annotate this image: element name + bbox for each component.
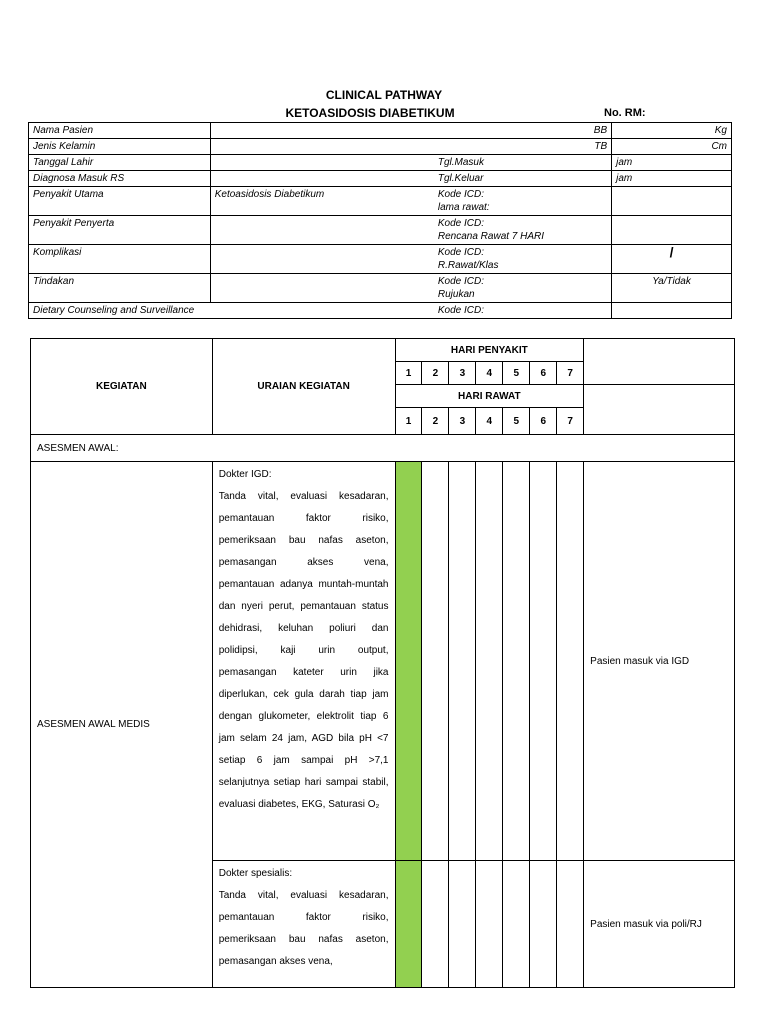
tanggal-lahir-value[interactable] — [210, 155, 434, 171]
pathway-table — [30, 338, 735, 988]
rencana-rawat-value[interactable] — [612, 216, 732, 245]
hari-penyakit-day: 4 — [476, 362, 503, 385]
uraian-text: Tanda vital, evaluasi kesadaran, pemantauan faktor risiko, pemeriksaan bau nafas aseton, pemasangan akses vena, — [218, 890, 389, 967]
day-cell[interactable] — [449, 861, 476, 988]
komplikasi-label: Komplikasi — [29, 245, 211, 274]
kg-unit[interactable]: Kg — [612, 123, 732, 139]
hari-penyakit-day: 6 — [530, 362, 557, 385]
tb-label[interactable]: TB — [210, 139, 611, 155]
diagnosa-masuk-label: Diagnosa Masuk RS — [29, 171, 211, 187]
day-cell-checked[interactable] — [395, 861, 422, 988]
keterangan-header-top — [584, 339, 735, 385]
uraian-text: Tanda vital, evaluasi kesadaran, pemantauan faktor risiko, pemeriksaan bau nafas aseton, pemasangan akses vena, pemantauan adanya muntah-muntah dan nyeri perut, pemantauan status dehidrasi, keluhan poliuri dan polidipsi, kaji urin output, pemasangan kateter urin jika diperlukan, cek gula darah tiap jam dengan glukometer, elektrolit tiap 6 jam selam 24 jam, AGD bila pH <7 setiap 6 jam sampai pH >7,1 selanjutnya setiap hari sampai stabil, evaluasi diabetes, EKG, Saturasi O₂ — [218, 491, 389, 810]
no-rm-label: No. RM: — [604, 107, 646, 119]
dietary-label: Dietary Counseling and Surveillance — [29, 303, 434, 319]
cm-unit[interactable]: Cm — [612, 139, 732, 155]
day-cell[interactable] — [449, 462, 476, 861]
hari-penyakit-day: 7 — [557, 362, 584, 385]
ya-tidak-option[interactable]: Ya/Tidak — [612, 274, 732, 303]
kode-icd-label: Kode ICD: — [437, 247, 485, 258]
day-cell[interactable] — [557, 462, 584, 861]
day-cell[interactable] — [476, 861, 503, 988]
day-cell[interactable] — [503, 861, 530, 988]
hari-rawat-day: 3 — [449, 408, 476, 435]
hari-penyakit-day: 5 — [503, 362, 530, 385]
penyakit-penyerta-value[interactable] — [210, 216, 434, 245]
day-cell[interactable] — [422, 462, 449, 861]
tindakan-value[interactable] — [210, 274, 434, 303]
rawat-klas-label: R.Rawat/Klas — [437, 260, 499, 271]
day-cell[interactable] — [530, 462, 557, 861]
hari-rawat-day: 5 — [503, 408, 530, 435]
hari-penyakit-day: 2 — [422, 362, 449, 385]
lama-rawat-label: lama rawat: — [437, 202, 490, 213]
kode-icd-rawat-klas — [434, 245, 612, 274]
hari-rawat-day: 2 — [422, 408, 449, 435]
tgl-masuk-jam[interactable]: jam — [612, 155, 732, 171]
uraian-title: Dokter IGD: — [218, 469, 272, 480]
patient-info-table — [28, 122, 732, 319]
rujukan-label: Rujukan — [437, 289, 475, 300]
hari-penyakit-header: HARI PENYAKIT — [395, 339, 584, 362]
kode-icd-label: Kode ICD: — [437, 218, 485, 229]
hari-penyakit-day: 1 — [395, 362, 422, 385]
day-cell[interactable] — [503, 462, 530, 861]
penyakit-utama-label: Penyakit Utama — [29, 187, 211, 216]
day-cell[interactable] — [422, 861, 449, 988]
day-cell-checked[interactable] — [395, 462, 422, 861]
keterangan-poli: Pasien masuk via poli/RJ — [584, 861, 735, 988]
kode-icd-rencana-rawat — [434, 216, 612, 245]
tindakan-label: Tindakan — [29, 274, 211, 303]
nama-pasien-label: Nama Pasien — [29, 123, 211, 139]
tgl-keluar-jam[interactable]: jam — [612, 171, 732, 187]
rawat-klas-value[interactable]: / — [612, 245, 732, 274]
uraian-dokter-igd — [212, 462, 395, 861]
keterangan-header-bottom — [584, 385, 735, 435]
asesmen-awal-section: ASESMEN AWAL: — [31, 435, 735, 462]
bb-label[interactable]: BB — [210, 123, 611, 139]
asesmen-awal-medis-label: ASESMEN AWAL MEDIS — [31, 462, 213, 988]
diagnosa-masuk-value[interactable] — [210, 171, 434, 187]
tgl-masuk-label: Tgl.Masuk — [434, 155, 612, 171]
lama-rawat-value[interactable] — [612, 187, 732, 216]
document-title: CLINICAL PATHWAY — [325, 88, 443, 102]
day-cell[interactable] — [530, 861, 557, 988]
kode-icd-dietary: Kode ICD: — [434, 303, 612, 319]
hari-rawat-day: 4 — [476, 408, 503, 435]
hari-penyakit-day: 3 — [449, 362, 476, 385]
rencana-rawat-label: Rencana Rawat 7 HARI — [437, 231, 545, 242]
hari-rawat-day: 1 — [395, 408, 422, 435]
kode-icd-rujukan — [434, 274, 612, 303]
kode-icd-label: Kode ICD: — [437, 189, 485, 200]
tanggal-lahir-label: Tanggal Lahir — [29, 155, 211, 171]
hari-rawat-header: HARI RAWAT — [395, 385, 584, 408]
tgl-keluar-label: Tgl.Keluar — [434, 171, 612, 187]
kode-icd-lama-rawat — [434, 187, 612, 216]
uraian-title: Dokter spesialis: — [218, 868, 293, 879]
kegiatan-header: KEGIATAN — [31, 339, 213, 435]
keterangan-igd: Pasien masuk via IGD — [584, 462, 735, 861]
day-cell[interactable] — [557, 861, 584, 988]
document-subtitle: KETOASIDOSIS DIABETIKUM — [285, 106, 455, 120]
penyakit-penyerta-label: Penyakit Penyerta — [29, 216, 211, 245]
hari-rawat-day: 7 — [557, 408, 584, 435]
hari-rawat-day: 6 — [530, 408, 557, 435]
day-cell[interactable] — [476, 462, 503, 861]
uraian-dokter-spesialis — [212, 861, 395, 988]
komplikasi-value[interactable] — [210, 245, 434, 274]
penyakit-utama-value: Ketoasidosis Diabetikum — [210, 187, 434, 216]
jenis-kelamin-label: Jenis Kelamin — [29, 139, 211, 155]
kode-icd-label: Kode ICD: — [437, 276, 485, 287]
dietary-value[interactable] — [612, 303, 732, 319]
uraian-header: URAIAN KEGIATAN — [212, 339, 395, 435]
